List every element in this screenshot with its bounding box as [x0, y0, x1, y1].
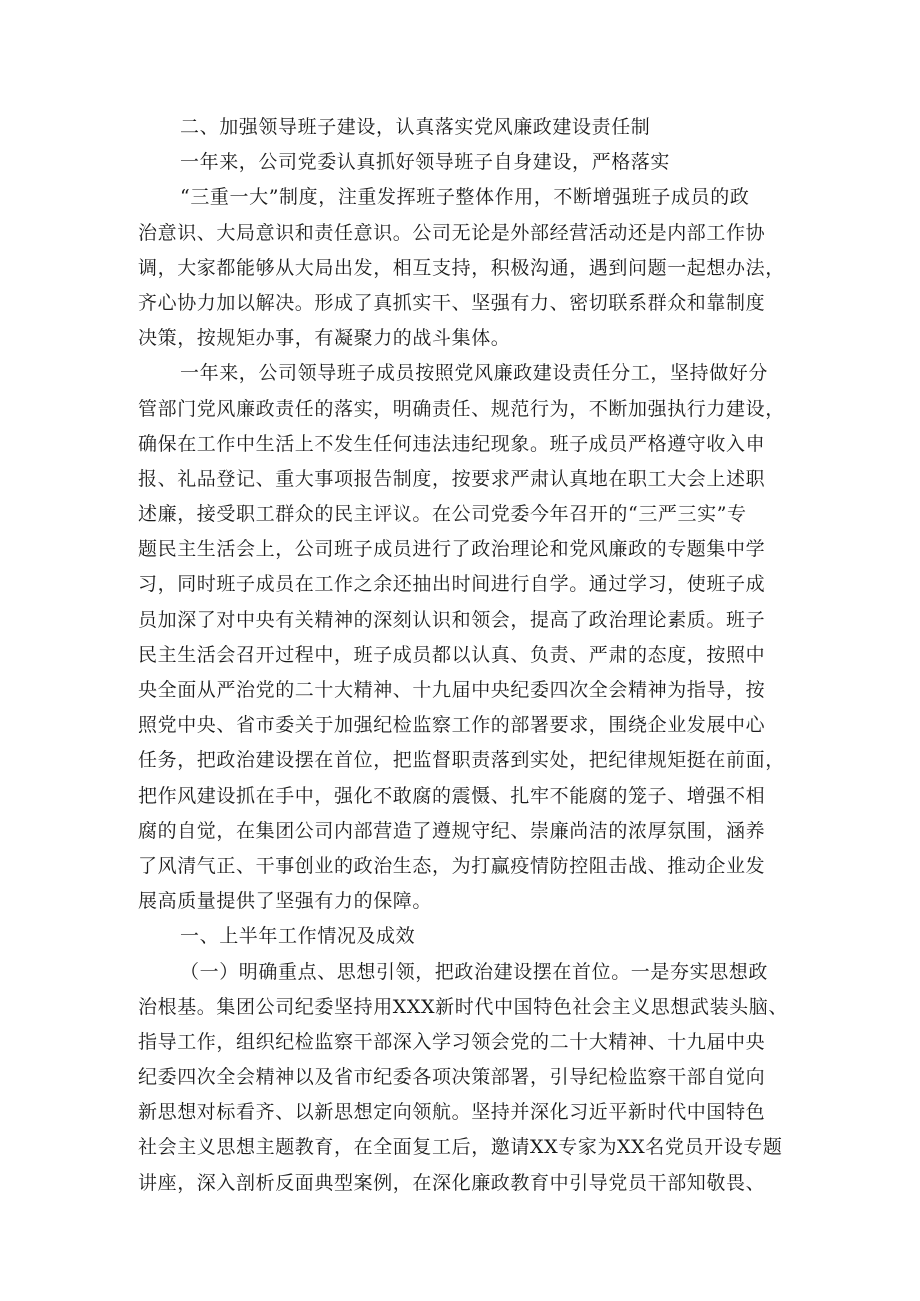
paragraph-line: 把作风建设抓在手中，强化不敢腐的震慑、扎牢不能腐的笼子、增强不相 — [138, 784, 766, 807]
paragraph-line: 齐心协力加以解决。形成了真抓实干、坚强有力、密切联系群众和靠制度 — [138, 291, 766, 314]
paragraph-line: 题民主生活会上，公司班子成员进行了政治理论和党风廉政的专题集中学 — [138, 538, 766, 561]
paragraph-line: 一年来，公司党委认真抓好领导班子自身建设，严格落实 — [180, 151, 671, 174]
section-heading: 二、加强领导班子建设，认真落实党风廉政建设责任制 — [180, 116, 651, 138]
paragraph-line: “三重一大”制度，注重发挥班子整体作用，不断增强班子成员的政 — [180, 186, 750, 209]
paragraph-line: 报、礼品登记、重大事项报告制度，按要求严肃认真地在职工大会上述职 — [138, 467, 766, 490]
paragraph-line: 了风清气正、干事创业的政治生态，为打赢疫情防控阻击战、推动企业发 — [138, 854, 766, 877]
paragraph-line: 治根基。集团公司纪委坚持用XXX新时代中国特色社会主义思想武装头脑、 — [138, 995, 788, 1018]
paragraph-line: 展高质量提供了坚强有力的保障。 — [138, 890, 433, 913]
paragraph-line: 照党中央、省市委关于加强纪检监察工作的部署要求，围绕企业发展中心 — [138, 714, 766, 737]
paragraph-line: 管部门党风廉政责任的落实，明确责任、规范行为，不断加强执行力建设， — [138, 397, 785, 420]
paragraph-line: 讲座，深入剖析反面典型案例，在深化廉政教育中引导党员干部知敬畏、 — [138, 1171, 766, 1194]
paragraph-line: 纪委四次全会精神以及省市纪委各项决策部署，引导纪检监察干部自觉向 — [138, 1066, 766, 1089]
paragraph-line: 指导工作，组织纪检监察干部深入学习领会党的二十大精神、十九届中央 — [138, 1030, 766, 1053]
paragraph-line: 新思想对标看齐、以新思想定向领航。坚持并深化习近平新时代中国特色 — [138, 1101, 766, 1124]
paragraph-line: 调，大家都能够从大局出发，相互支持，积极沟通，遇到问题一起想办法， — [138, 256, 785, 279]
paragraph-line: 员加深了对中央有关精神的深刻认识和领会，提高了政治理论素质。班子 — [138, 608, 766, 631]
paragraph-line: 民主生活会召开过程中，班子成员都以认真、负责、严肃的态度，按照中 — [138, 643, 766, 666]
section-heading: 一、上半年工作情况及成效 — [180, 925, 416, 948]
paragraph-line: （一）明确重点、思想引领，把政治建设摆在首位。一是夯实思想政 — [180, 960, 769, 983]
paragraph-line: 述廉，接受职工群众的民主评议。在公司党委今年召开的“三严三实”专 — [138, 503, 747, 526]
paragraph-line: 腐的自觉，在集团公司内部营造了遵规守纪、崇廉尚洁的浓厚氛围，涵养 — [138, 819, 766, 842]
paragraph-line: 社会主义思想主题教育，在全面复工后，邀请XX专家为XX名党员开设专题 — [138, 1136, 783, 1159]
paragraph-line: 决策，按规矩办事，有凝聚力的战斗集体。 — [138, 327, 511, 350]
paragraph-line: 治意识、大局意识和责任意识。公司无论是外部经营活动还是内部工作协 — [138, 221, 766, 244]
paragraph-line: 央全面从严治党的二十大精神、十九届中央纪委四次全会精神为指导，按 — [138, 679, 766, 701]
paragraph-line: 一年来，公司领导班子成员按照党风廉政建设责任分工，坚持做好分 — [180, 362, 769, 385]
paragraph-line: 任务，把政治建设摆在首位，把监督职责落到实处，把纪律规矩挺在前面， — [138, 749, 785, 772]
document-body — [138, 110, 798, 1201]
paragraph-line: 习，同时班子成员在工作之余还抽出时间进行自学。通过学习，使班子成 — [138, 573, 766, 596]
paragraph-line: 确保在工作中生活上不发生任何违法违纪现象。班子成员严格遵守收入申 — [138, 432, 766, 455]
